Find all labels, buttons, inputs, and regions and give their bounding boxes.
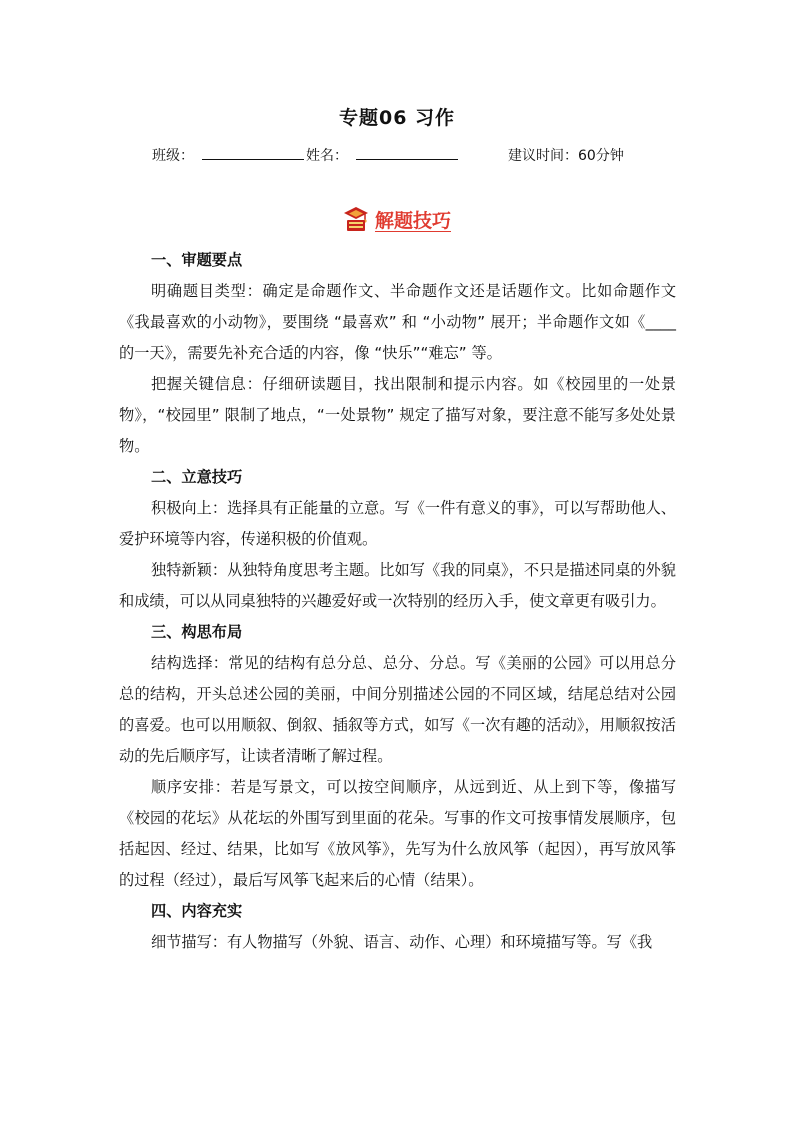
section-heading: 四、内容充实 bbox=[151, 902, 243, 920]
paragraph: 积极向上：选择具有正能量的立意。写《一件有意义的事》，可以写帮助他人、爱护环境等内容，传递积极的价值观。 bbox=[119, 499, 676, 548]
tips-heading bbox=[0, 205, 794, 241]
tips-heading-label: 解题技巧 bbox=[374, 209, 451, 232]
paragraph: 结构选择：常见的结构有总分总、总分、分总。写《美丽的公园》可以用总分总的结构，开头总述公园的美丽，中间分别描述公园的不同区域，结尾总结对公园的喜爱。也可以用顺叙、倒叙、插叙等方式，如写《一次有趣的活动》，用顺叙按活动的先后顺序写，让读者清晰了解过程。 bbox=[119, 654, 676, 765]
article-body bbox=[119, 245, 676, 958]
class-label: 班级： bbox=[152, 148, 194, 164]
page-title: 专题06 习作 bbox=[338, 107, 456, 129]
class-blank[interactable] bbox=[202, 143, 304, 167]
name-label: 姓名： bbox=[306, 148, 348, 164]
paragraph: 细节描写：有人物描写（外貌、语言、动作、心理）和环境描写等。写《我 bbox=[151, 933, 653, 951]
paragraph: 独特新颖：从独特角度思考主题。比如写《我的同桌》，不只是描述同桌的外貌和成绩，可以从同桌独特的兴趣爱好或一次特别的经历入手，使文章更有吸引力。 bbox=[119, 561, 676, 610]
paragraph: 顺序安排：若是写景文，可以按空间顺序，从远到近、从上到下等，像描写《校园的花坛》从花坛的外围写到里面的花朵。写事的作文可按事情发展顺序，包括起因、经过、结果，比如写《放风筝》，先写为什么放风筝（起因），再写放风筝的过程（经过），最后写风筝飞起来后的心情（结果）。 bbox=[119, 778, 676, 889]
paragraph: 把握关键信息：仔细研读题目，找出限制和提示内容。如《校园里的一处景物》，“校园里” 限制了地点，“一处景物” 规定了描写对象，要注意不能写多处处景物。 bbox=[119, 375, 676, 455]
student-info-row bbox=[152, 145, 692, 167]
section-heading: 一、审题要点 bbox=[151, 251, 243, 269]
name-blank[interactable] bbox=[356, 143, 458, 167]
section-heading: 二、立意技巧 bbox=[151, 468, 243, 486]
suggested-time: 建议时间：60分钟 bbox=[508, 148, 624, 164]
section-heading: 三、构思布局 bbox=[151, 623, 243, 641]
paragraph: 明确题目类型：确定是命题作文、半命题作文还是话题作文。比如命题作文《我最喜欢的小动物》，要围绕 “最喜欢” 和 “小动物” 展开；半命题作文如《____的一天》，需要先补充合适的内容，像 “快乐”“难忘” 等。 bbox=[119, 282, 676, 362]
graduation-cap-book-icon bbox=[343, 205, 369, 233]
